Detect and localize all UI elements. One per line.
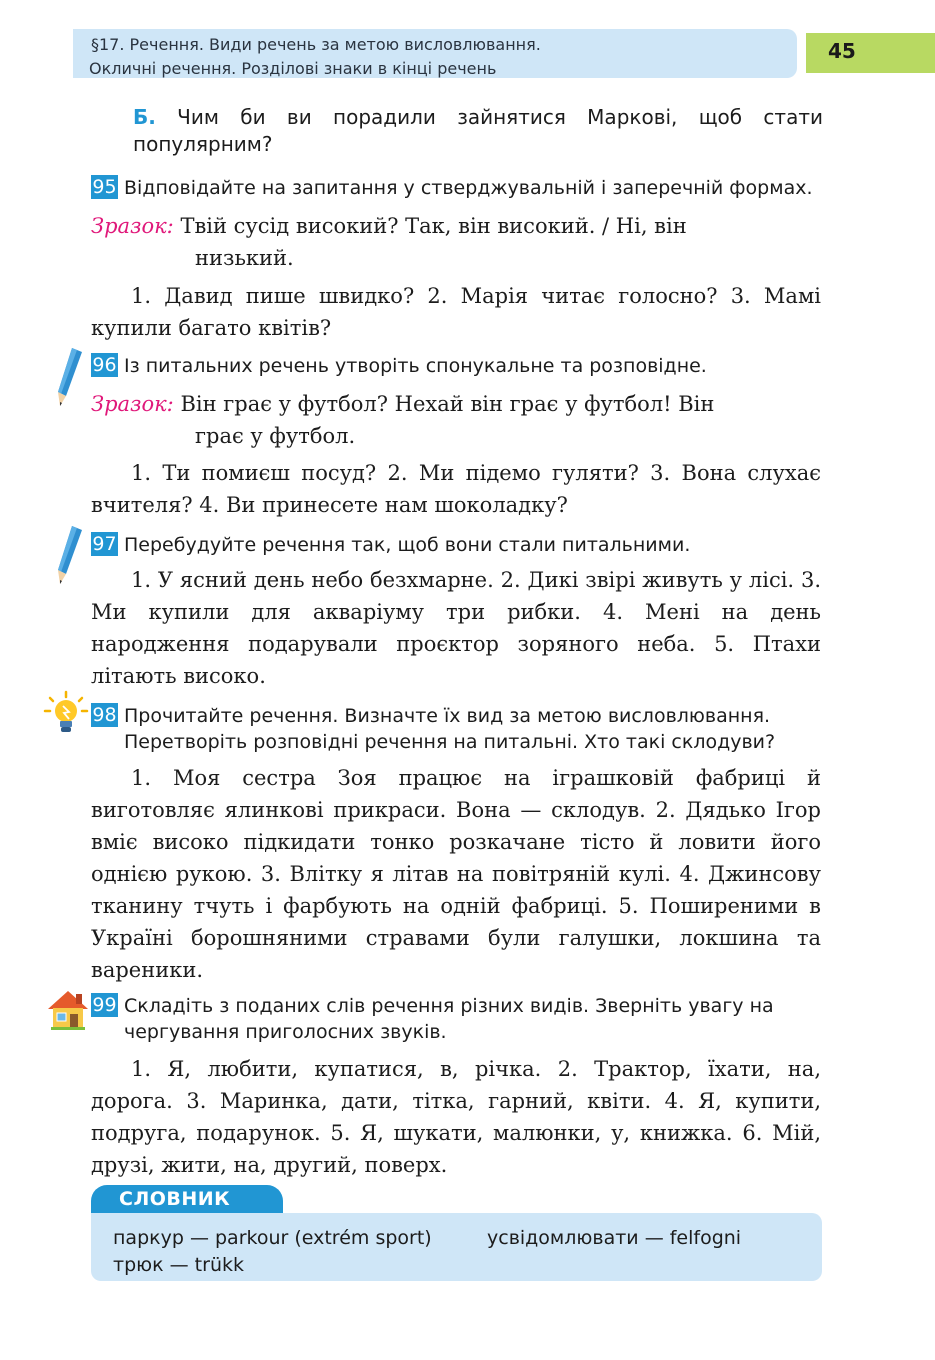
task-97-body: 1. У ясний день небо безхмарне. 2. Дикі звірі живуть у лісі. 3. Ми купили для акваріуму три рибки. 4. Мені на день народження подарували проєктор зоряного неба. 5. Птахи літають високо.	[91, 568, 821, 688]
task-96-body: 1. Ти помиєш посуд? 2. Ми підемо гуляти? 3. Вона слухає вчителя? 4. Ви принесете нам шоколадку?	[91, 461, 821, 517]
dictionary-entry: паркур — parkour (extrém sport)	[113, 1227, 432, 1249]
sample-line2: низький.	[195, 246, 294, 270]
dictionary-entry: трюк — trükk	[113, 1254, 244, 1276]
task-95-body: 1. Давид пише швидко? 2. Марія читає голосно? 3. Мамі купили багато квітів?	[91, 284, 821, 340]
task-99-body: 1. Я, любити, купатися, в, річка. 2. Трактор, їхати, на, дорога. 3. Маринка, дати, тітка, гарний, квіти. 4. Я, купити, подруга, подарунок. 5. Я, шукати, малюнки, у, книжка. 6. Мій, друзі, жити, на, другий, поверх.	[91, 1057, 821, 1177]
question-letter: Б.	[133, 105, 156, 129]
task-instruction: Відповідайте на запитання у стверджувальній і заперечній формах.	[124, 177, 813, 199]
dictionary-box	[91, 1213, 822, 1281]
task-96-sample	[91, 388, 821, 452]
task-instruction: Прочитайте речення. Визначте їх вид за метою висловлювання. Перетворіть розповідні речення на питальні. Хто такі склодуви?	[124, 705, 776, 753]
dictionary-title: СЛОВНИК	[91, 1185, 283, 1215]
section-title-line1: §17. Речення. Види речень за метою висловлювання.	[91, 35, 541, 54]
sample-line1: Він грає у футбол? Нехай він грає у футбол! Він	[180, 392, 715, 416]
task-number: 99	[92, 994, 117, 1016]
dictionary-entry: усвідомлювати — felfogni	[487, 1227, 742, 1249]
task-98-body: 1. Моя сестра Зоя працює на іграшковій фабриці й виготовляє ялинкові прикраси. Вона — склодув. 2. Дядько Ігор вміє високо підкидати тонко розкачане тісто й ловити його однією рукою. 3. Влітку я літав на повітряній кулі. 4. Джинсову тканину тчуть і фарбують на одній фабриці. 5. Поширеними в Україні борошняними стравами були галушки, локшина та вареники.	[91, 766, 821, 982]
task-instruction: Перебудуйте речення так, щоб вони стали питальними.	[124, 534, 691, 556]
house-icon	[46, 989, 90, 1031]
task-instruction: Із питальних речень утворіть спонукальне та розповідне.	[124, 355, 707, 377]
task-98-header	[91, 703, 826, 755]
question-b	[133, 104, 823, 158]
task-number: 95	[92, 176, 117, 198]
section-title-line2: Окличні речення. Розділові знаки в кінці речень	[89, 59, 497, 78]
section-header	[73, 29, 797, 78]
task-97-header	[91, 532, 826, 558]
sample-label: Зразок:	[91, 214, 174, 238]
task-number: 96	[92, 354, 117, 376]
task-95-sample	[91, 210, 821, 274]
pencil-icon	[52, 346, 86, 408]
task-95-header	[91, 175, 826, 201]
task-96-header	[91, 353, 826, 379]
task-number: 98	[92, 704, 117, 726]
sample-line1: Твій сусід високий? Так, він високий. / Ні, він	[180, 214, 687, 238]
sample-label: Зразок:	[91, 392, 174, 416]
page-number: 45	[806, 33, 935, 73]
pencil-icon	[52, 524, 86, 586]
sample-line2: грає у футбол.	[195, 424, 356, 448]
task-instruction: Складіть з поданих слів речення різних видів. Зверніть увагу на чергування приголосних звуків.	[124, 995, 774, 1043]
lightbulb-icon	[42, 690, 90, 738]
question-text: Чим би ви порадили зайнятися Маркові, щоб стати популярним?	[133, 105, 823, 156]
task-number: 97	[92, 533, 117, 555]
task-99-header	[91, 993, 826, 1045]
